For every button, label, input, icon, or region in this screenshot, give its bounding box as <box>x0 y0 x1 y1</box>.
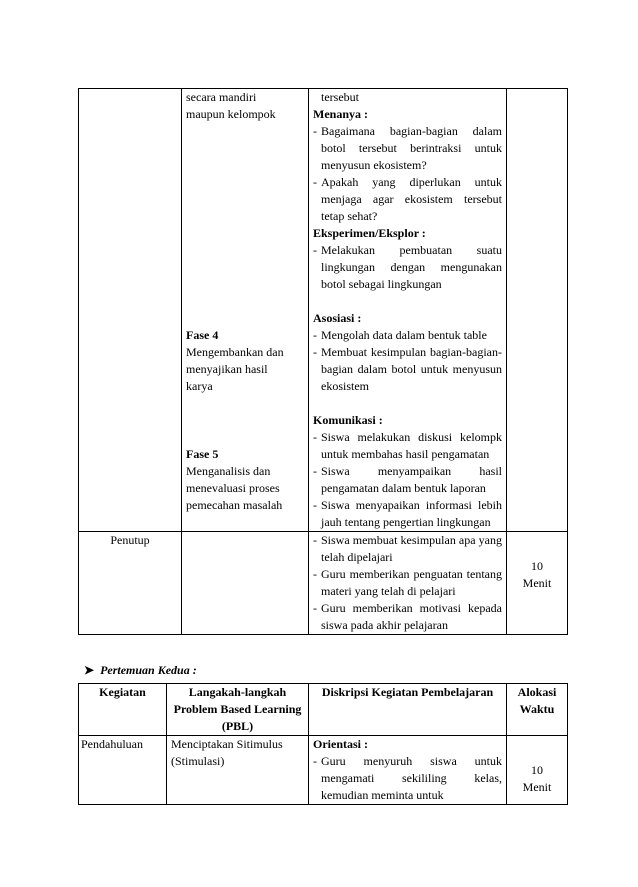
phase-text: menevaluasi proses <box>186 481 280 495</box>
section-head: Orientasi : <box>313 737 368 751</box>
table-row <box>79 89 568 532</box>
list-item: - Mengolah data dalam bentuk table <box>313 328 487 342</box>
step-cell <box>182 89 309 532</box>
time-cell <box>507 736 568 805</box>
section-head: Asosiasi : <box>313 311 362 325</box>
time-unit: Menit <box>522 780 552 794</box>
list-item: - Guru memberikan motivasi kepada siswa pada akhir pelajaran <box>313 601 502 632</box>
list-item: - Guru memberikan penguatan tentang materi yang telah di pelajari <box>313 567 502 598</box>
list-item: - Bagaimana bagian-bagian dalam botol tersebut berintraksi untuk menyusun ekosistem? <box>313 124 502 172</box>
list-item: - Apakah yang diperlukan untuk menjaga agar ekosistem tersebut tetap sehat? <box>313 175 502 223</box>
arrow-bullet-icon: ➤ <box>84 663 95 677</box>
phase-text: Menganalisis dan <box>186 464 271 478</box>
section-head: Komunikasi : <box>313 413 383 427</box>
list-item: - Siswa melakukan diskusi kelompk untuk membahas hasil pengamatan <box>313 430 502 461</box>
lesson-activity-table <box>78 88 568 635</box>
section-head: Menanya : <box>313 107 368 121</box>
step-cell <box>182 532 309 635</box>
table-row <box>79 736 568 805</box>
time-value: 10 <box>531 763 543 777</box>
table-header-row <box>79 684 568 736</box>
section-title: ➤ Pertemuan Kedua : <box>84 663 197 677</box>
table-row <box>79 532 568 635</box>
list-item: - Siswa membuat kesimpulan apa yang telah dipelajari <box>313 533 502 564</box>
phase-title: Fase 4 <box>186 328 219 342</box>
time-cell <box>507 89 568 532</box>
list-item: - Membuat kesimpulan bagian-bagian-bagian dalam botol untuk menyusun ekosistem <box>313 345 502 393</box>
list-item: - Melakukan pembuatan suatu lingkungan dengan mengunakan botol sebagai lingkungan <box>313 243 502 291</box>
section-head: Eksperimen/Eksplor : <box>313 226 426 240</box>
activity-cell: Penutup <box>79 532 182 635</box>
list-item: - Guru menyuruh siswa untuk mengamati sekililing kelas, kemudian meminta untuk <box>313 754 502 802</box>
phase-text: karya <box>186 379 213 393</box>
description-cell <box>309 736 507 805</box>
phase-title: Fase 5 <box>186 447 219 461</box>
step-text: secara mandiri <box>186 90 257 104</box>
lesson-activity-table-2 <box>78 683 568 805</box>
time-value: 10 <box>531 559 543 573</box>
desc-text: tersebut <box>321 90 359 104</box>
header-kegiatan: Kegiatan <box>79 684 167 736</box>
activity-cell <box>79 89 182 532</box>
step-cell: Menciptakan Sitimulus (Stimulasi) <box>167 736 309 805</box>
activity-cell: Pendahuluan <box>79 736 167 805</box>
phase-text: pemecahan masalah <box>186 498 283 512</box>
list-item: - Siswa menyapaikan informasi lebih jauh tentang pengertian lingkungan <box>313 498 502 529</box>
header-alokasi: Alokasi Waktu <box>507 684 568 736</box>
time-cell <box>507 532 568 635</box>
step-text: maupun kelompok <box>186 107 276 121</box>
list-item: - Siswa menyampaikan hasil pengamatan dalam bentuk laporan <box>313 464 502 495</box>
time-unit: Menit <box>522 576 552 590</box>
header-deskripsi: Diskripsi Kegiatan Pembelajaran <box>309 684 507 736</box>
header-langkah: Langakah-langkah Problem Based Learning (PBL) <box>167 684 309 736</box>
description-cell <box>309 89 507 532</box>
description-cell <box>309 532 507 635</box>
phase-text: Mengembankan dan <box>186 345 284 359</box>
phase-text: menyajikan hasil <box>186 362 268 376</box>
